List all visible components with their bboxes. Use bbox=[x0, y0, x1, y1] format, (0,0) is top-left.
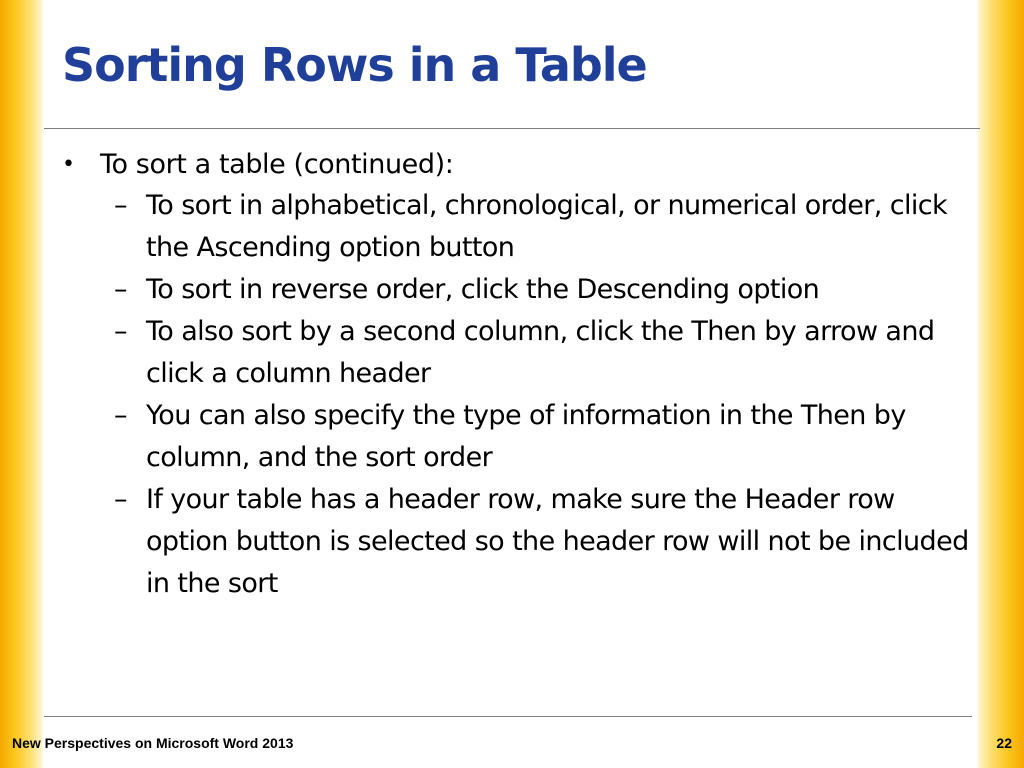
left-accent-bar bbox=[0, 0, 44, 768]
sub-bullet-text: To also sort by a second column, click the Then by arrow and click a column header bbox=[146, 316, 935, 389]
page-number: 22 bbox=[996, 735, 1012, 751]
sub-bullet-item bbox=[60, 479, 970, 605]
right-accent-bar bbox=[976, 0, 1024, 768]
dash-icon: – bbox=[114, 400, 127, 431]
slide-title: Sorting Rows in a Table bbox=[62, 38, 647, 92]
sub-bullet-text: If your table has a header row, make sure the Header row option button is selected so the header row will not be included in the sort bbox=[146, 484, 969, 599]
dash-icon: – bbox=[114, 274, 127, 305]
bullet-icon: • bbox=[62, 152, 75, 177]
dash-icon: – bbox=[114, 316, 127, 347]
sub-bullet-text: To sort in reverse order, click the Descending option bbox=[146, 274, 820, 305]
sub-bullet-item bbox=[60, 269, 970, 311]
footer-divider bbox=[44, 716, 972, 717]
title-divider bbox=[44, 128, 980, 129]
slide-body bbox=[60, 145, 970, 605]
sub-bullet-item bbox=[60, 395, 970, 479]
dash-icon: – bbox=[114, 484, 127, 515]
sub-bullet-item bbox=[60, 311, 970, 395]
bullet-item bbox=[60, 145, 970, 185]
dash-icon: – bbox=[114, 190, 127, 221]
sub-bullet-text: You can also specify the type of information in the Then by column, and the sort order bbox=[146, 400, 906, 473]
sub-bullet-item bbox=[60, 185, 970, 269]
bullet-text: To sort a table (continued): bbox=[100, 149, 454, 180]
footer-text: New Perspectives on Microsoft Word 2013 bbox=[12, 735, 294, 751]
sub-bullet-text: To sort in alphabetical, chronological, or numerical order, click the Ascending option button bbox=[146, 190, 948, 263]
